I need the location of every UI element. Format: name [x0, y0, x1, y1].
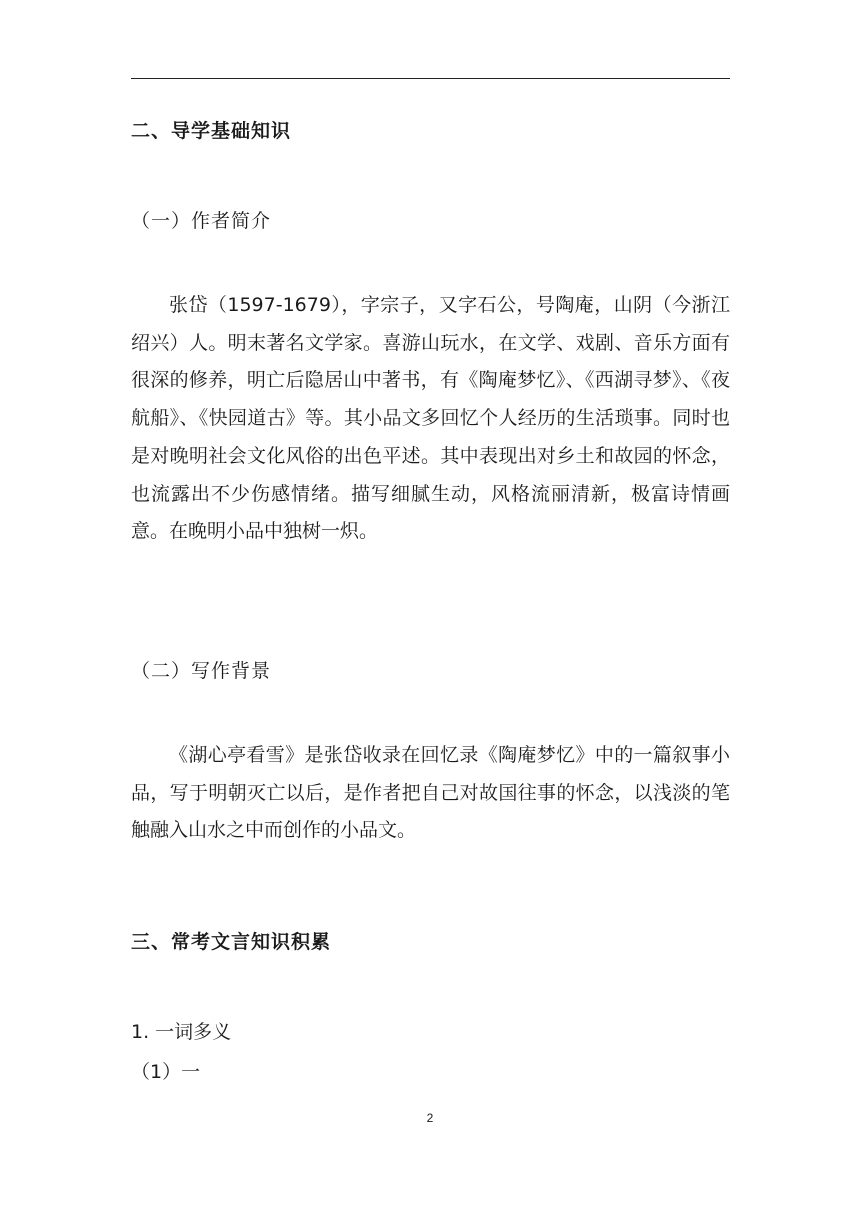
section-heading-guide: 二、导学基础知识: [131, 120, 292, 142]
list-subitem-yi: （1）一: [131, 1061, 201, 1083]
list-item-polysemy: 1. 一词多义: [131, 1021, 232, 1043]
subheading-background: （二）写作背景: [131, 660, 272, 682]
background-paragraph: 《湖心亭看雪》是张岱收录在回忆录《陶庵梦忆》中的一篇叙事小品，写于明朝灭亡以后，是作者把自己对故国往事的怀念，以浅淡的笔触融入山水之中而创作的小品文。: [131, 744, 730, 842]
section-heading-knowledge: 三、常考文言知识积累: [131, 931, 332, 953]
subheading-author: （一）作者简介: [131, 210, 272, 232]
author-paragraph: 张岱（1597-1679），字宗子，又字石公，号陶庵，山阴（今浙江绍兴）人。明末著名文学家。喜游山玩水，在文学、戏剧、音乐方面有很深的修养，明亡后隐居山中著书，有《陶庵梦忆》、《西湖寻梦》、《夜航船》、《快园道古》等。其小品文多回忆个人经历的生活琐事。同时也是对晚明社会文化风俗的出色平述。其中表现出对乡土和故园的怀念，也流露出不少伤感情绪。描写细腻生动，风格流丽清新，极富诗情画意。在晚明小品中独树一炽。: [131, 294, 730, 543]
header-rule: [131, 78, 730, 79]
page-number: 2: [426, 1111, 434, 1125]
